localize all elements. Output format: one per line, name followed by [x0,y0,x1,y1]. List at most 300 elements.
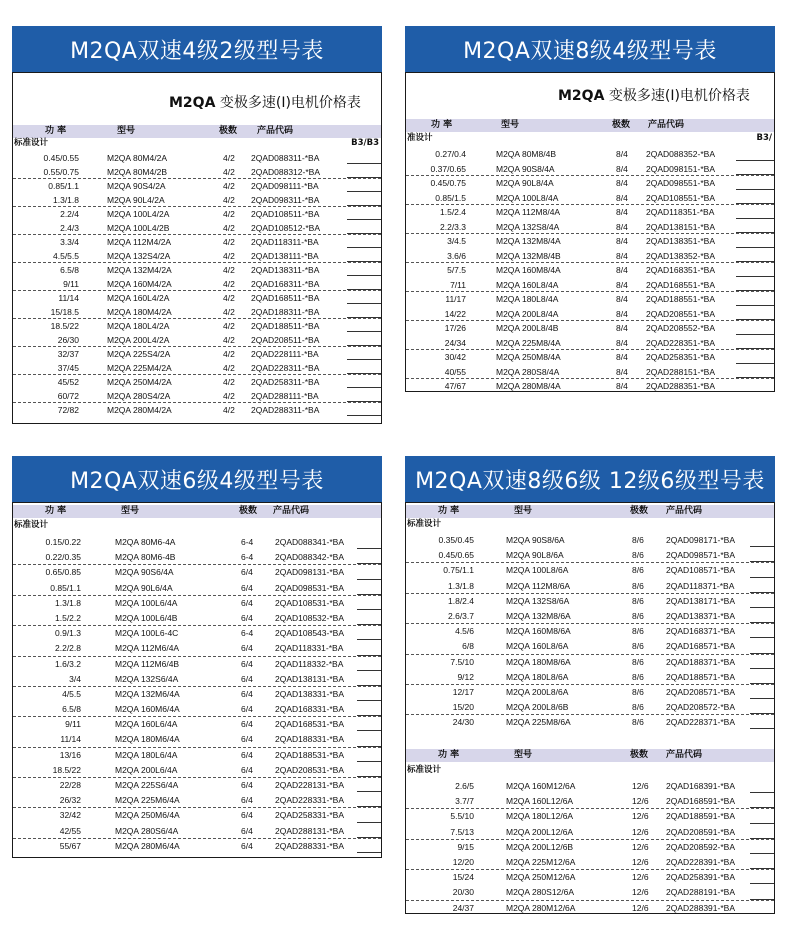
cell-model: M2QA 180L8/6A [506,671,569,682]
cell-code: 2QAD228351-*BA [646,337,715,348]
cell-poles: 6/4 [241,764,253,775]
cell-power: 7/11 [450,279,466,290]
cell-model: M2QA 280M6/4A [115,840,180,851]
cell-code: 2QAD088341-*BA [275,537,344,547]
standard-design-row [406,519,774,530]
table-row [406,533,774,548]
col-power: 功 率 [438,750,460,760]
price-blank-line [736,377,775,378]
price-blank-line [357,730,382,731]
cell-poles: 4/2 [223,209,235,219]
cell-code: 2QAD098131-*BA [275,567,344,578]
cell-poles: 8/4 [616,337,628,348]
price-blank-line [750,546,775,547]
cell-model: M2QA 250M8/4A [496,352,561,362]
table-row [406,147,774,162]
cell-model: M2QA 80M6-4B [115,552,176,563]
table-row [406,336,774,351]
cell-poles: 6/4 [241,612,253,623]
cell-model: M2QA 90L8/6A [506,550,564,561]
table-row [406,205,774,220]
cell-code: 2QAD108543-*BA [275,628,344,639]
cell-power: 2.2/4 [60,209,79,219]
price-blank-line [736,160,775,161]
table-row [406,579,774,594]
sheet-title-sub: 变极多速(I)电机价格表 [215,95,361,111]
banner-title: M2QA双速6级4级型号表 [12,456,382,502]
cell-power: 15/18.5 [50,307,79,317]
price-blank-line [736,319,775,320]
cell-power: 9/11 [63,279,79,289]
cell-model: M2QA 100L4/2A [107,209,170,219]
cell-poles: 8/6 [632,686,644,697]
cell-power: 0.35/0.45 [438,535,474,545]
cell-power: 3.6/6 [447,250,466,261]
cell-poles: 6/4 [241,780,253,790]
cell-model: M2QA 250M6/4A [115,810,180,821]
price-blank-line [750,899,775,900]
col-model: 型号 [117,126,136,136]
cell-model: M2QA 225M8/6A [506,717,571,728]
cell-power: 1.8/2.4 [448,595,474,606]
cell-poles: 8/4 [616,323,628,333]
table-row [13,375,381,389]
price-blank-line [347,247,382,248]
cell-power: 32/37 [57,349,79,359]
col-poles: 极数 [219,126,238,136]
cell-power: 45/52 [57,377,79,387]
table-row [406,685,774,700]
cell-model: M2QA 112M8/6A [506,580,571,591]
price-blank-line [736,261,775,262]
cell-model: M2QA 80M4/2B [107,167,168,177]
cell-power: 0.15/0.22 [45,537,81,547]
cell-model: M2QA 80M4/2A [107,153,168,163]
table-row [13,581,381,596]
cell-poles: 12/6 [632,887,649,898]
cell-power: 7.5/13 [450,826,474,837]
table-row [406,379,774,392]
cell-code: 2QAD208531-*BA [275,764,344,775]
cell-model: M2QA 225M12/6A [506,856,576,867]
cell-model: M2QA 200L12/6A [506,826,574,837]
table-row [13,333,381,347]
cell-poles: 8/4 [616,207,628,217]
price-blank-line [750,883,775,884]
table-row [13,702,381,717]
cell-power: 9/12 [457,671,474,682]
price-blank-line [357,852,382,853]
table-row [406,794,774,809]
table-body [406,147,774,392]
table-row [13,641,381,656]
cell-power: 1.3/1.8 [55,597,81,608]
cell-poles: 4/2 [223,251,235,261]
cell-poles: 8/6 [632,702,644,713]
cell-poles: 8/4 [616,352,628,362]
price-blank-line [347,345,382,346]
cell-code: 2QAD138131-*BA [275,673,344,684]
standard-label: 标准设计 [407,519,442,529]
cell-code: 2QAD088311-*BA [251,153,320,163]
cell-model: M2QA 100L8/6A [506,565,569,576]
col-power: 功 率 [438,506,460,516]
sheet-title [169,92,361,112]
cell-model: M2QA 280M8/4A [496,381,561,391]
cell-poles: 6/4 [241,749,253,760]
cell-power: 24/34 [444,337,466,348]
table-row [406,655,774,670]
cell-model: M2QA 280S6/4A [115,825,179,836]
table-row [13,305,381,319]
cell-model: M2QA 90S8/6A [506,535,565,545]
table-row [406,855,774,870]
price-blank-line [750,728,775,729]
table-row [406,548,774,563]
cell-code: 2QAD168531-*BA [275,719,344,730]
cell-model: M2QA 132M8/6A [506,610,571,621]
cell-code: 2QAD088352-*BA [646,149,715,159]
price-blank-line [347,205,382,206]
price-blank-line [736,305,775,306]
col-model: 型号 [501,120,520,130]
cell-poles: 6/4 [241,734,253,745]
cell-poles: 8/4 [616,265,628,275]
cell-power: 4.5/6 [455,626,474,637]
table-row [406,307,774,322]
cell-poles: 8/4 [616,308,628,319]
cell-poles: 4/2 [223,195,235,205]
table-row [406,321,774,336]
cell-code: 2QAD258311-*BA [251,377,320,387]
cell-poles: 8/4 [616,178,628,188]
standard-design-row [406,133,774,144]
sheet-title [558,85,750,105]
cell-model: M2QA 180L12/6A [506,811,574,822]
table-row [13,361,381,375]
table-row [406,670,774,685]
cell-model: M2QA 132M8/4B [496,250,561,261]
cell-model: M2QA 250M12/6A [506,872,576,883]
cell-power: 3.3/4 [60,237,79,247]
cell-code: 2QAD098151-*BA [646,163,715,174]
cell-poles: 4/2 [223,377,235,387]
price-blank-line [347,275,382,276]
table-row [13,207,381,221]
table-row [406,700,774,715]
cell-power: 1.5/2.4 [440,207,466,217]
price-blank-line [357,655,382,656]
cell-model: M2QA 90L6/4A [115,582,173,593]
price-blank-line [750,653,775,654]
cell-power: 18.5/22 [50,321,79,331]
table-row [406,639,774,654]
cell-code: 2QAD188531-*BA [275,749,344,760]
cell-code: 2QAD288131-*BA [275,825,344,836]
col-model: 型号 [121,506,140,516]
cell-model: M2QA 132S8/6A [506,595,570,606]
cell-power: 72/82 [57,405,79,415]
cell-poles: 8/6 [632,671,644,682]
col-code: 产品代码 [257,126,294,136]
table-row [13,793,381,808]
cell-power: 3/4 [69,673,81,684]
cell-model: M2QA 90S4/2A [107,181,166,191]
cell-code: 2QAD188311-*BA [251,307,320,317]
standard-design-row [13,138,381,149]
cell-poles: 4/2 [223,293,235,303]
price-blank-line [736,203,775,204]
table-row [406,263,774,278]
cell-code: 2QAD188511-*BA [251,321,320,331]
cell-model: M2QA 160L8/4A [496,279,559,290]
cell-code: 2QAD138151-*BA [646,221,715,232]
table-row [406,779,774,794]
cell-poles: 12/6 [632,781,649,791]
cell-power: 2.6/3.7 [448,610,474,621]
cell-model: M2QA 100L4/2B [107,223,170,233]
table-header-2 [406,749,774,762]
cell-power: 0.22/0.35 [45,552,81,563]
cell-model: M2QA 180M8/6A [506,656,571,667]
cell-model: M2QA 180M6/4A [115,734,180,745]
cell-code: 2QAD118311-*BA [251,237,319,247]
cell-poles: 6/4 [241,825,253,836]
sheet-title-sub: 变极多速(I)电机价格表 [604,88,750,104]
cell-power: 9/11 [65,719,81,730]
banner-title: M2QA双速8级6级 12级6级型号表 [405,456,775,502]
cell-power: 0.65/0.85 [45,567,81,578]
table-row [406,715,774,730]
cell-code: 2QAD258331-*BA [275,810,344,821]
cell-power: 6/8 [462,641,474,652]
cell-code: 2QAD138371-*BA [666,610,735,621]
table-row [406,901,774,915]
cell-code: 2QAD288331-*BA [275,840,344,851]
table-row [13,778,381,793]
cell-code: 2QAD118331-*BA [275,643,344,654]
cell-model: M2QA 132S4/2A [107,251,171,261]
cell-code: 2QAD228311-*BA [251,363,320,373]
cell-code: 2QAD188371-*BA [666,656,735,667]
price-blank-line [357,639,382,640]
cell-model: M2QA 112M4/2A [107,237,172,247]
table-row [13,165,381,179]
cell-model: M2QA 180L8/4A [496,294,559,304]
cell-power: 47/67 [444,381,466,391]
table-row [13,839,381,854]
cell-model: M2QA 160M12/6A [506,781,576,791]
table-row [13,596,381,611]
cell-poles: 8/4 [616,366,628,377]
spec-sheet [405,72,775,392]
col-code: 产品代码 [666,750,703,760]
mount-label: B3/ [756,133,772,143]
cell-power: 22/28 [59,780,81,790]
cell-power: 15/20 [452,702,474,713]
table-header [13,125,381,138]
cell-model: M2QA 160M4/2A [107,279,172,289]
cell-code: 2QAD108532-*BA [275,612,344,623]
price-blank-line [750,637,775,638]
col-power: 功 率 [431,120,453,130]
cell-poles: 6-4 [241,628,254,639]
cell-code: 2QAD138311-*BA [251,265,320,275]
price-blank-line [347,317,382,318]
price-blank-line [347,219,382,220]
cell-poles: 8/6 [632,550,644,561]
table-header [406,119,774,132]
price-blank-line [357,609,382,610]
banner-title: M2QA双速4级2级型号表 [12,26,382,72]
col-poles: 极数 [239,506,258,516]
cell-power: 0.55/0.75 [43,167,79,177]
cell-model: M2QA 180M4/2A [107,307,172,317]
price-blank-line [347,177,382,178]
cell-power: 0.45/0.65 [438,550,474,561]
cell-power: 30/42 [444,352,466,362]
table-row [406,594,774,609]
cell-model: M2QA 132S8/4A [496,221,560,232]
cell-poles: 8/4 [616,250,628,261]
table-row [13,221,381,235]
cell-code: 2QAD228111-*BA [251,349,319,359]
cell-model: M2QA 160L4/2A [107,293,170,303]
price-blank-line [347,289,382,290]
table-row [13,249,381,263]
cell-code: 2QAD108531-*BA [275,597,344,608]
cell-poles: 8/4 [616,381,628,391]
cell-poles: 8/6 [632,595,644,606]
standard-label: 标准设计 [14,138,49,148]
cell-poles: 4/2 [223,181,235,191]
cell-code: 2QAD168511-*BA [251,293,320,303]
cell-model: M2QA 225M4/2A [107,363,172,373]
cell-power: 12/20 [452,856,474,867]
table-row [13,550,381,565]
price-blank-line [750,607,775,608]
table-body [13,151,381,417]
cell-poles: 4/2 [223,363,235,373]
cell-code: 2QAD098111-*BA [251,181,319,191]
cell-poles: 12/6 [632,811,649,822]
cell-power: 11/14 [60,734,81,745]
cell-poles: 8/4 [616,221,628,232]
cell-power: 0.45/0.55 [43,153,79,163]
table-row [13,748,381,763]
cell-poles: 6/4 [241,704,253,715]
price-blank-line [736,174,775,175]
cell-poles: 4/2 [223,167,235,177]
cell-model: M2QA 80M8/4B [496,149,557,159]
cell-code: 2QAD168591-*BA [666,796,735,807]
spec-sheet [405,502,775,914]
cell-model: M2QA 160L6/4A [115,719,178,730]
table-row [13,808,381,823]
col-code: 产品代码 [666,506,703,516]
price-blank-line [347,331,382,332]
cell-poles: 6/4 [241,840,253,851]
cell-code: 2QAD288391-*BA [666,902,735,913]
cell-power: 20/30 [452,887,474,898]
cell-model: M2QA 112M6/4A [115,643,180,654]
table-row [13,763,381,778]
cell-power: 32/42 [59,810,81,821]
cell-code: 2QAD208592-*BA [666,841,735,852]
cell-power: 0.85/1.1 [48,181,79,191]
cell-model: M2QA 225M6/4A [115,795,180,806]
cell-power: 7.5/10 [450,656,474,667]
cell-code: 2QAD088312-*BA [251,167,320,177]
cell-model: M2QA 160M6/4A [115,704,180,715]
cell-power: 1.6/3.2 [55,658,81,669]
cell-power: 2.2/3.3 [440,221,466,232]
cell-code: 2QAD098551-*BA [646,178,715,188]
cell-power: 24/30 [452,717,474,728]
price-blank-line [750,853,775,854]
price-blank-line [357,761,382,762]
cell-model: M2QA 180L6/4A [115,749,178,760]
cell-poles: 8/4 [616,236,628,246]
cell-model: M2QA 280S4/2A [107,391,171,401]
cell-power: 24/37 [452,902,474,913]
price-blank-line [347,191,382,192]
cell-model: M2QA 200L8/4A [496,308,559,319]
cell-code: 2QAD098311-*BA [251,195,320,205]
cell-power: 12/17 [452,686,474,697]
table-row [13,319,381,333]
cell-code: 2QAD168331-*BA [275,704,344,715]
price-blank-line [736,392,775,393]
cell-poles: 8/6 [632,565,644,576]
cell-code: 2QAD108551-*BA [646,192,715,203]
cell-model: M2QA 90S8/4A [496,163,555,174]
price-blank-line [736,232,775,233]
table-row [13,263,381,277]
price-blank-line [736,348,775,349]
col-power: 功 率 [45,506,67,516]
table-body [406,533,774,730]
cell-code: 2QAD138352-*BA [646,250,715,261]
cell-poles: 6/4 [241,810,253,821]
table-row [406,292,774,307]
cell-model: M2QA 132M4/2A [107,265,172,275]
cell-code: 2QAD288111-*BA [251,391,319,401]
price-blank-line [357,806,382,807]
cell-poles: 8/6 [632,717,644,728]
cell-code: 2QAD168571-*BA [666,641,735,652]
cell-code: 2QAD208552-*BA [646,323,715,333]
price-blank-line [357,715,382,716]
table-row [406,365,774,380]
cell-power: 5/7.5 [447,265,466,275]
cell-model: M2QA 100L8/4A [496,192,559,203]
cell-power: 4/5.5 [62,688,81,699]
price-blank-line [736,290,775,291]
cell-poles: 12/6 [632,856,649,867]
price-blank-line [347,387,382,388]
cell-code: 2QAD258351-*BA [646,352,715,362]
cell-model: M2QA 280M4/2A [107,405,172,415]
price-blank-line [736,189,775,190]
cell-poles: 8/6 [632,610,644,621]
cell-code: 2QAD208572-*BA [666,702,735,713]
cell-model: M2QA 112M8/4A [496,207,561,217]
table-row [13,687,381,702]
price-blank-line [357,685,382,686]
cell-model: M2QA 200L6/4A [115,764,178,775]
cell-poles: 4/2 [223,321,235,331]
